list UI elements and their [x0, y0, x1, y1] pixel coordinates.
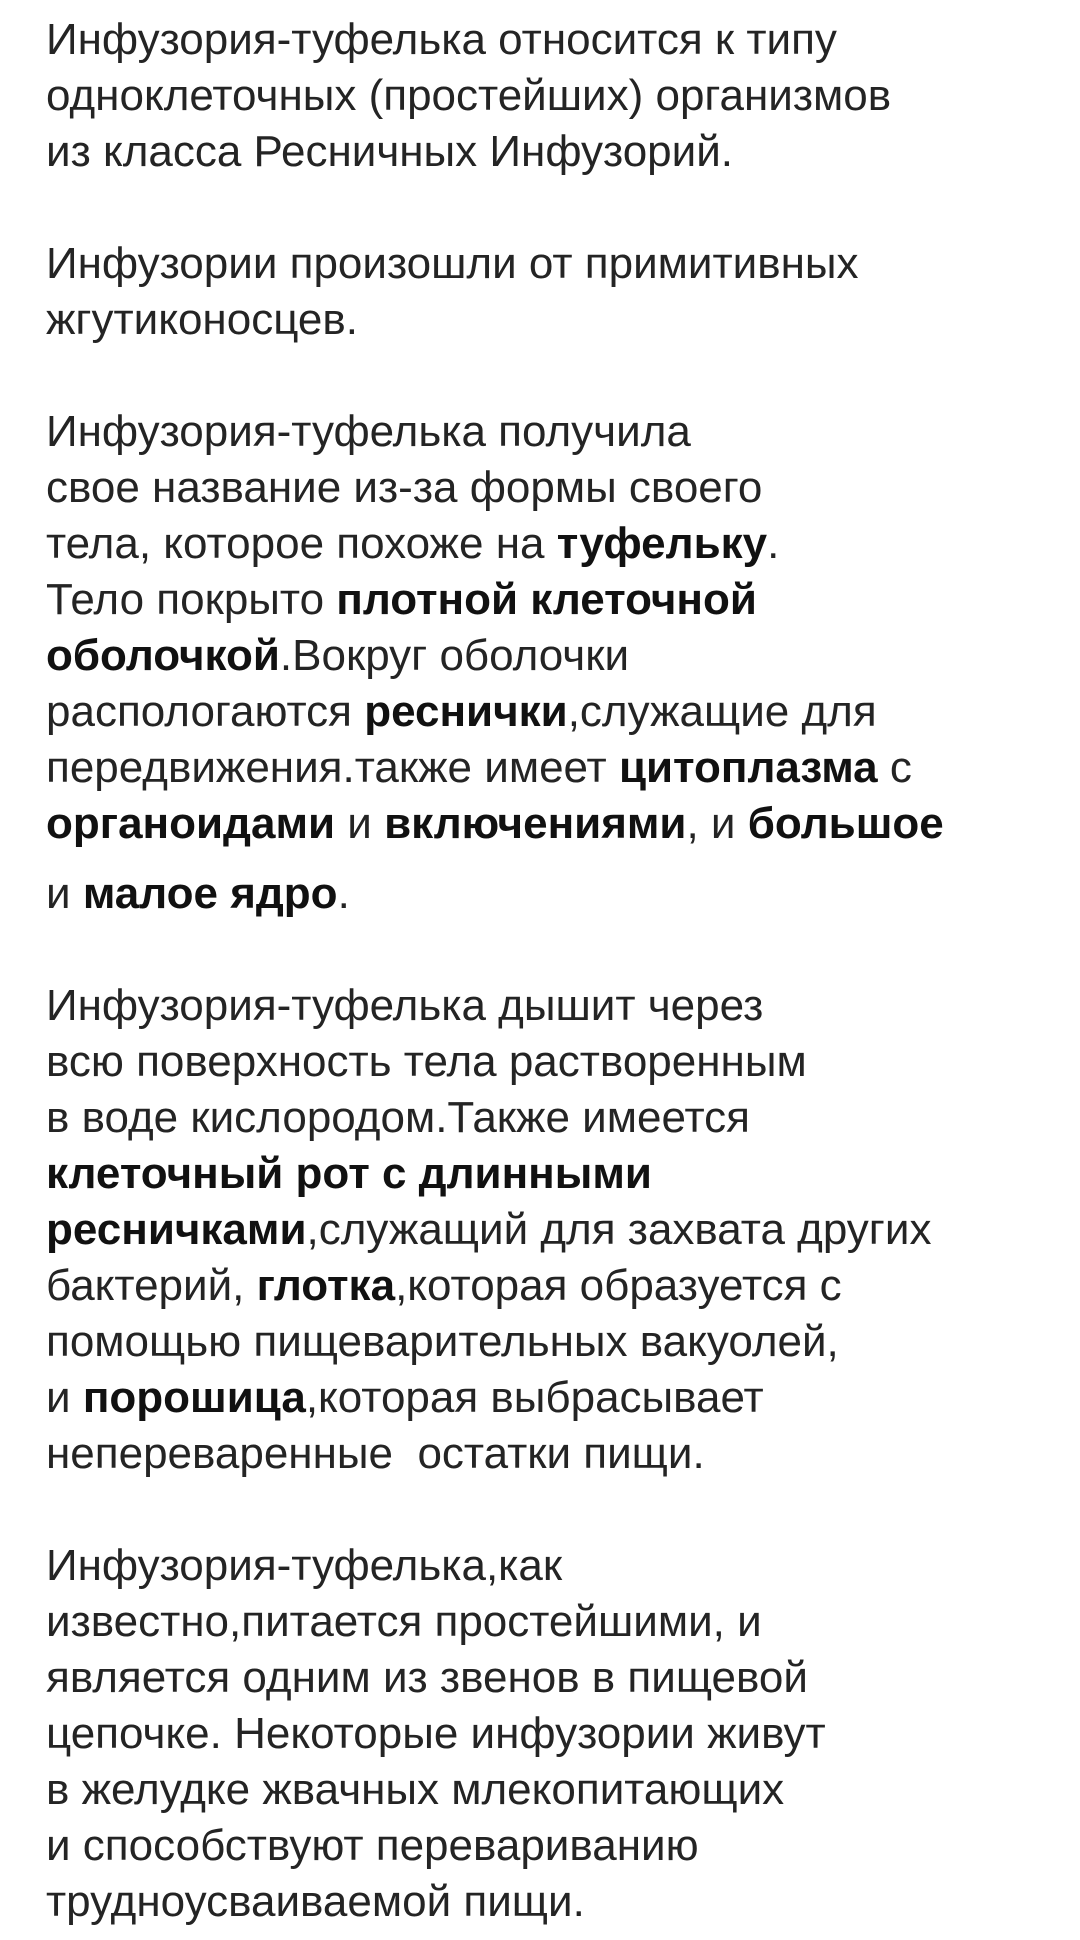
paragraph-classification: [46, 12, 1066, 180]
paragraph-gap: [46, 1482, 1066, 1538]
text-line: [46, 1202, 1066, 1258]
bold-term: клеточный рот с длинными: [46, 1149, 652, 1198]
paragraph-respiration: [46, 978, 1066, 1482]
bold-term: плотной клеточной: [336, 575, 757, 624]
text-run: бактерий,: [46, 1261, 257, 1310]
bold-term: оболочкой: [46, 631, 280, 680]
answer-text: [46, 12, 1066, 1930]
bold-term: ресничками: [46, 1205, 307, 1254]
text-line: [46, 1370, 1066, 1426]
text-line: помощью пищеварительных вакуолей,: [46, 1317, 839, 1366]
text-line: в воде кислородом.Также имеется: [46, 1093, 750, 1142]
bold-term: большое: [747, 799, 944, 848]
text-line: цепочке. Некоторые инфузории живут: [46, 1709, 826, 1758]
bold-term: включениями: [384, 799, 687, 848]
text-line: в желудке жвачных млекопитающих: [46, 1765, 785, 1814]
paragraph-origin: [46, 236, 1066, 348]
text-run: .: [337, 869, 350, 918]
text-run: передвижения.также имеет: [46, 743, 619, 792]
text-line: непереваренные остатки пищи.: [46, 1429, 705, 1478]
text-line: известно,питается простейшими, и: [46, 1597, 762, 1646]
bold-term: малое ядро: [82, 869, 338, 918]
text-line: жгутиконосцев.: [46, 295, 358, 344]
text-line: свое название из-за формы своего: [46, 463, 763, 512]
text-line: одноклеточных (простейших) организмов: [46, 71, 892, 120]
text-line: [46, 1258, 1066, 1314]
text-line: Инфузория-туфелька дышит через: [46, 981, 764, 1030]
text-run: ,служащий для захвата других: [306, 1205, 932, 1254]
text-run: ,которая выбрасывает: [305, 1373, 764, 1422]
text-line: Инфузория-туфелька относится к типу: [46, 15, 837, 64]
bold-term: реснички: [364, 687, 568, 736]
text-run: тела, которое похоже на: [46, 519, 557, 568]
text-line: и способствуют перевариванию: [46, 1821, 699, 1870]
text-line: Инфузории произошли от примитивных: [46, 239, 859, 288]
text-line: [46, 1146, 1066, 1202]
text-line: Инфузория-туфелька получила: [46, 407, 691, 456]
text-line: Инфузория-туфелька,как: [46, 1541, 563, 1590]
text-run: и: [335, 799, 385, 848]
text-line: всю поверхность тела растворенным: [46, 1037, 807, 1086]
bold-term: туфельку: [556, 519, 768, 568]
text-line: из класса Ресничных Инфузорий.: [46, 127, 734, 176]
text-run: ,служащие для: [567, 687, 877, 736]
text-line: [46, 516, 1066, 572]
text-line: [46, 572, 1066, 628]
text-line: [46, 628, 1066, 684]
text-line: трудноусваиваемой пищи.: [46, 1877, 585, 1926]
text-run: ,которая образуется с: [395, 1261, 842, 1310]
bold-term: порошица: [82, 1373, 306, 1422]
text-run: и: [46, 869, 83, 918]
paragraph-gap: [46, 348, 1066, 404]
text-line: является одним из звенов в пищевой: [46, 1653, 808, 1702]
text-line: [46, 796, 1066, 852]
text-run: Тело покрыто: [46, 575, 337, 624]
text-run: распологаются: [46, 687, 365, 736]
text-run: , и: [686, 799, 748, 848]
bold-term: органоидами: [46, 799, 336, 848]
bold-term: глотка: [256, 1261, 396, 1310]
text-run: и: [46, 1373, 83, 1422]
paragraph-gap: [46, 922, 1066, 978]
text-line: [46, 866, 1066, 922]
paragraph-structure: [46, 404, 1066, 922]
text-line: [46, 740, 1066, 796]
text-run: .: [767, 519, 780, 568]
paragraph-nutrition: [46, 1538, 1066, 1930]
text-line: [46, 684, 1066, 740]
bold-term: цитоплазма: [618, 743, 878, 792]
text-run: с: [877, 743, 912, 792]
paragraph-gap: [46, 180, 1066, 236]
text-run: .Вокруг оболочки: [279, 631, 630, 680]
